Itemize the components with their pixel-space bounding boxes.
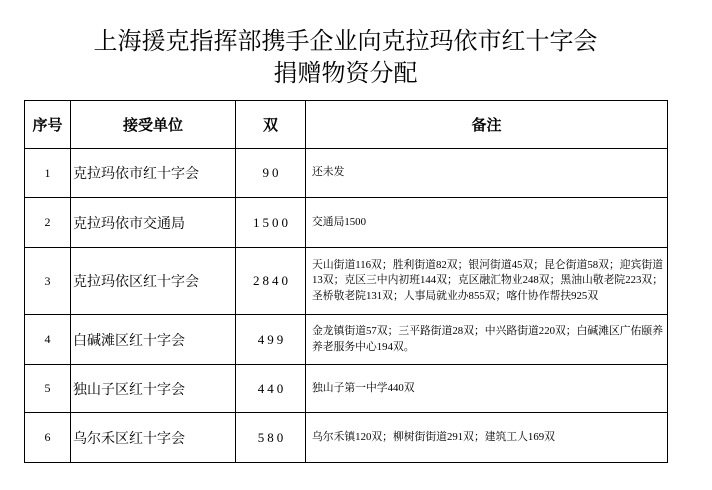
table-row (25, 248, 668, 315)
header-recipient-unit: 接受单位 (71, 101, 236, 149)
serial-number-cell: 4 (25, 315, 71, 365)
recipient-unit-cell: 克拉玛依市交通局 (71, 198, 236, 248)
table-row (25, 198, 668, 248)
allocation-table (24, 100, 668, 463)
pair-count-cell: 1500 (236, 198, 306, 248)
pair-count-cell: 90 (236, 149, 306, 198)
serial-number-cell: 2 (25, 198, 71, 248)
pair-count-cell: 499 (236, 315, 306, 365)
recipient-unit-cell: 白碱滩区红十字会 (71, 315, 236, 365)
title-line-1: 上海援克指挥部携手企业向克拉玛依市红十字会 (93, 29, 598, 55)
table-body (25, 149, 668, 463)
table-row (25, 315, 668, 365)
serial-number-cell: 3 (25, 248, 71, 315)
title-line-2: 捐赠物资分配 (273, 61, 418, 87)
header-remarks: 备注 (306, 101, 668, 149)
recipient-unit-cell: 独山子区红十字会 (71, 365, 236, 413)
recipient-unit-cell: 克拉玛依区红十字会 (71, 248, 236, 315)
table-header (25, 101, 668, 149)
remarks-cell: 金龙镇街道57双；三平路街道28双；中兴路街道220双；白碱滩区广佑颐养养老服务中心194双。 (306, 315, 668, 365)
recipient-unit-cell: 乌尔禾区红十字会 (71, 413, 236, 463)
header-pair-count: 双 (236, 101, 306, 149)
table-row (25, 149, 668, 198)
table-header-row (25, 101, 668, 149)
remarks-cell: 天山街道116双；胜利街道82双；银河街道45双；昆仑街道58双；迎宾街道13双；克区三中内初班144双；克区融汇物业248双；黑油山敬老院223双；圣桥敬老院131双；人事局就业办855双；喀什协作帮扶925双 (306, 248, 668, 315)
recipient-unit-cell: 克拉玛依市红十字会 (71, 149, 236, 198)
table-row (25, 365, 668, 413)
table-row (25, 413, 668, 463)
serial-number-cell: 1 (25, 149, 71, 198)
pair-count-cell: 440 (236, 365, 306, 413)
remarks-cell: 独山子第一中学440双 (306, 365, 668, 413)
document-title (24, 26, 667, 90)
remarks-cell: 还未发 (306, 149, 668, 198)
serial-number-cell: 5 (25, 365, 71, 413)
pair-count-cell: 580 (236, 413, 306, 463)
header-serial-number: 序号 (25, 101, 71, 149)
remarks-cell: 乌尔禾镇120双；柳树街街道291双；建筑工人169双 (306, 413, 668, 463)
serial-number-cell: 6 (25, 413, 71, 463)
pair-count-cell: 2840 (236, 248, 306, 315)
remarks-cell: 交通局1500 (306, 198, 668, 248)
